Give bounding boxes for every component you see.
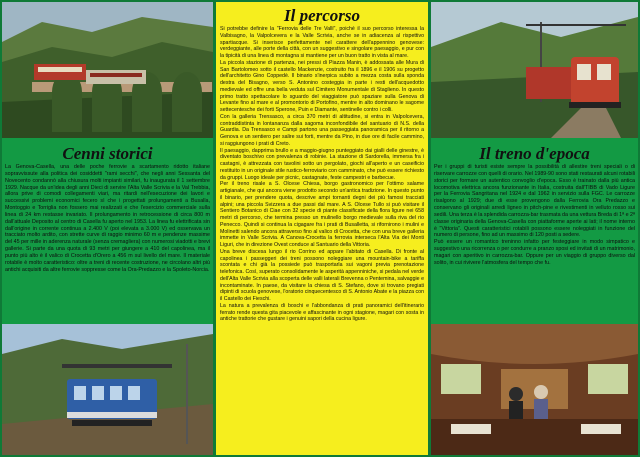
vintage-train-paragraph: Per i gruppi di turisti esiste sempre la possibilità di allestire treni speciali o di riservare carrozze con quelli di orario. Nel 1989-90 sono stati restaurati alcuni rotabili storici per formare un autentico convoglio d'epoca. Esso è trainato dalla più antica locomotiva elettrica ancora funzionante in Italia, costruita dall'TIBB di Vado Ligure per la Ferrovia Sangritana nel 1924 e dal 1962 in servizio sulla FGC. Le carrozze risalgono al 1929; due di esse provengono dalla Ferrovia Ora Predazzo e conservano gli originali arredi ligneo in pitch-pine e rivestimenti in velluto rosso sui sedili. Una terza è la splendida carrozza-bar trasmata da una vettura Breda di 1ª e 2ª classe originaria della Genova-Casella con piattaforme aperte ai lati; il nome interno è "Vittoria". Questi caratteristici rotabili possono essere noleggiati in funzione del numero di persone, fino ad un massimo di 120 posti a sedere. (434, 164, 635, 239)
route-paragraph: Per il treno risale a S. Olcese Chiesa, borgo gastronomico per l'ottimo salame artigianale, che qui ancora viene prodotto secondo un'antica tradizione. In questo punto il binario, per prendere quota, descrive ampi tornanti degni dei più famosi tracciati alpini; una piccola Svizzera a due passi dal mare. A S. Olcese Tullo si può visitare il Sentiero Botanico di Ciae con 32 specie di piante classificate della flora ligure nei 658 metri di percorso, che termina presso un mulinello borgo medievale sulla riva del rio Penecco. Quindi si continua la cigagare fra i prati di Busalletta, si rifornirono i mulini e Molinetti salendo ancora attraverso fino al valico di Crocetta, che con una breve galleria immette in Valle Scrivia. A Canova-Crocetta la ferrovia interseca l'Alta Via dei Monti Liguri, che in direzione Ovest conduce al Santuario della Vittoria. (220, 181, 424, 248)
route-body (220, 26, 424, 323)
vintage-train-title: Il treno d'epoca (479, 144, 590, 163)
route-paragraph: Il paesaggio, dapprima brullo e a maggio-giugno punteggiato dai gialli delle ginestre, è diventato boschivo con prevalenza di robinie. La stazione di Sardorella, immersa fra i castagni, è attrezzata con tavolini sotto un pergolato, giochi all'aperto e un caseificio restituito in un originale stile rustico-ferroviario con camminato, che può essere richiesto da gruppi. Luogo ideale per picnic, castagnate, feste campestri e barbecue. (220, 147, 424, 181)
route-paragraph: La natura a prevalenza di boschi e l'abbondanza di prati panoramici dell'itinerario ferrato rende questa gita piacevole e affascinante in ogni stagione, magari con sosta in antiche trattorie che gustare i genuini sapori della cucina ligure. (220, 302, 424, 323)
vintage-train-paragraph: Può essere un romantico treninno infatto per festeggiare in modo simpatico e suggestivo una ricorrenza o per condurre a pranzo sposi ed invitati di un matrimonio, magari con aperitivo in carrozza-bar. Oppure per un viaggio di gruppo diverso dal solito, in cui rivivere l'atmosfera del tempo che fu. (434, 239, 635, 266)
route-paragraph: La piccola stazione di partenza, nei pressi di Piazza Manin, è addossata alle Mura di San Bartolomeo sotto il castello Mackenzie, costruito fra il 1896 e il 1906 su progetto dell'architetto Gino Coppedè. Il binario s'inerpica subito a mezza costa sulla sponda destra del Bisagno, verso S. Antonino costeggia in parte i resti dell'acquedotto medievale ed offre una bella veduta sul Cimitero Monumentale di Staglieno. In questo primo tratto spettacolare lo sguardo del viaggiatore può spaziare sulla Genova di Levante fino al mare e al promontorio di Portofino, mentre in alto dominano le sagome settecentesche dei forti Sperone, Puin e Diamante, sentinelle contro i colli. (220, 59, 424, 113)
train-interior-photo (431, 324, 638, 455)
route-paragraph: Si potrebbe definire la "Ferrovia delle Tre Valli", poiché il suo percorso interessa la Valbisagno, la Valpolcevera e la Valle Scrivia, anche se in adiacenza al rispettivo spartiacque. Si inserisce perfettamente nel carattere dell'appennino genovese: verdeggiante, alle porte della città, con un suggestivo e singolare paesaggio, e pur con la tipicità di una linea di montagna si mantiene per un buon tratto in vista al mare. (220, 26, 424, 59)
panel-history (2, 2, 213, 455)
route-paragraph: Con la galleria Trensasco, a circa 370 metri di altitudine, si entra in Valpolcevera, contraddistinta in lontananza dalla sagoma inconfondibile del santuario di N.S. della Guardia. Da Trensasco e Campi partono una passeggiata panoramica per il ritorno a Genova e un sentiero per salire sui forti, mentre da Pino, in due ore di facile cammino, si raggiungono i prati di Creto. (220, 113, 424, 147)
panel-route (216, 2, 428, 455)
vintage-train-body (434, 164, 635, 267)
history-body: La Genova-Casella, una delle poche ferrovie a scartamento ridotto italiane sopravvissute alla politica dei cosiddetti "rami secchi", che negli anni Sessanta del Novecento condannò alla chiusura molti impianti similari, fu inaugurata il 1 settembre 1929. Nacque da un'idea degli anni Dieci di servire l'Alta Valle Scrivia e la Val Trebbia, allora prive di comodi collegamenti viari, ma ritardi nell'esecuzione dei lavori e successivi problemi economici fecero sì che i progettati prolungamenti a Busalla, Montoggio e Torriglia non fossero mai realizzati e che l'esercizio commerciale sulla linea di 24 km restasse invariato. Il prolungamento in retrocessione di circa 800 m dall'attuale Deposito al centro di Casella fu aperto nel 1953. La linea fu elettrificata sin dall'origine in corrente continua a 2.400 V (poi elevata a 3.000 V) ed osservava un tracciato molto ardito, con strette curve di raggio minimo 60 m e pendenze massime del 45 per mille in aderenza naturale (senza cremagliera) con numerosi viadotti e brevi gallerie. Si parte da una quota di 93 metri per giungere a 410 del capolinea, ma il punto più alto è il valico di Crocetta d'Orero a 456 m sul livello del mare. Il materiale rotabile è molto caratteristico: oltre a treni di recente costruzione, ne circolano altri più antichi acquisiti da altre ferrovie soppresse come la Ora-Predazzo e la Spoleto-Norcia. (5, 164, 210, 273)
vintage-locomotive-photo (431, 2, 638, 138)
route-title: Il percorso (283, 6, 361, 25)
blue-train-photo (2, 324, 213, 455)
panel-vintage-train (431, 2, 638, 455)
route-paragraph: Una breve discesa lungo il rio Corrino ed appare l'abitato di Casella. Di fronte al capolinea i passeggeri dei treni possono noleggiare una mountain-bike a tariffa scontata e chi già la possiede può trasportarla sui vagoni previa prenotazione telefonica. Così, superato consolidamente le asperità appenniniche, si pedala nel verde dell'Alta Valle Scrivia alla scoperta delle valli laterali Brevenna o Pentemina, salvaggie e incontaminate. In paese, da visitare la chiesa di S. Stefano, dove si trovano pregiati dipinti di scuola genovese, l'oratorio cinquecentesco di S. Antonio Abate e la piazza con il Castello dei Fieschi. (220, 248, 424, 302)
history-title: Cenni storici (62, 144, 153, 163)
viaduct-train-photo (2, 2, 213, 138)
